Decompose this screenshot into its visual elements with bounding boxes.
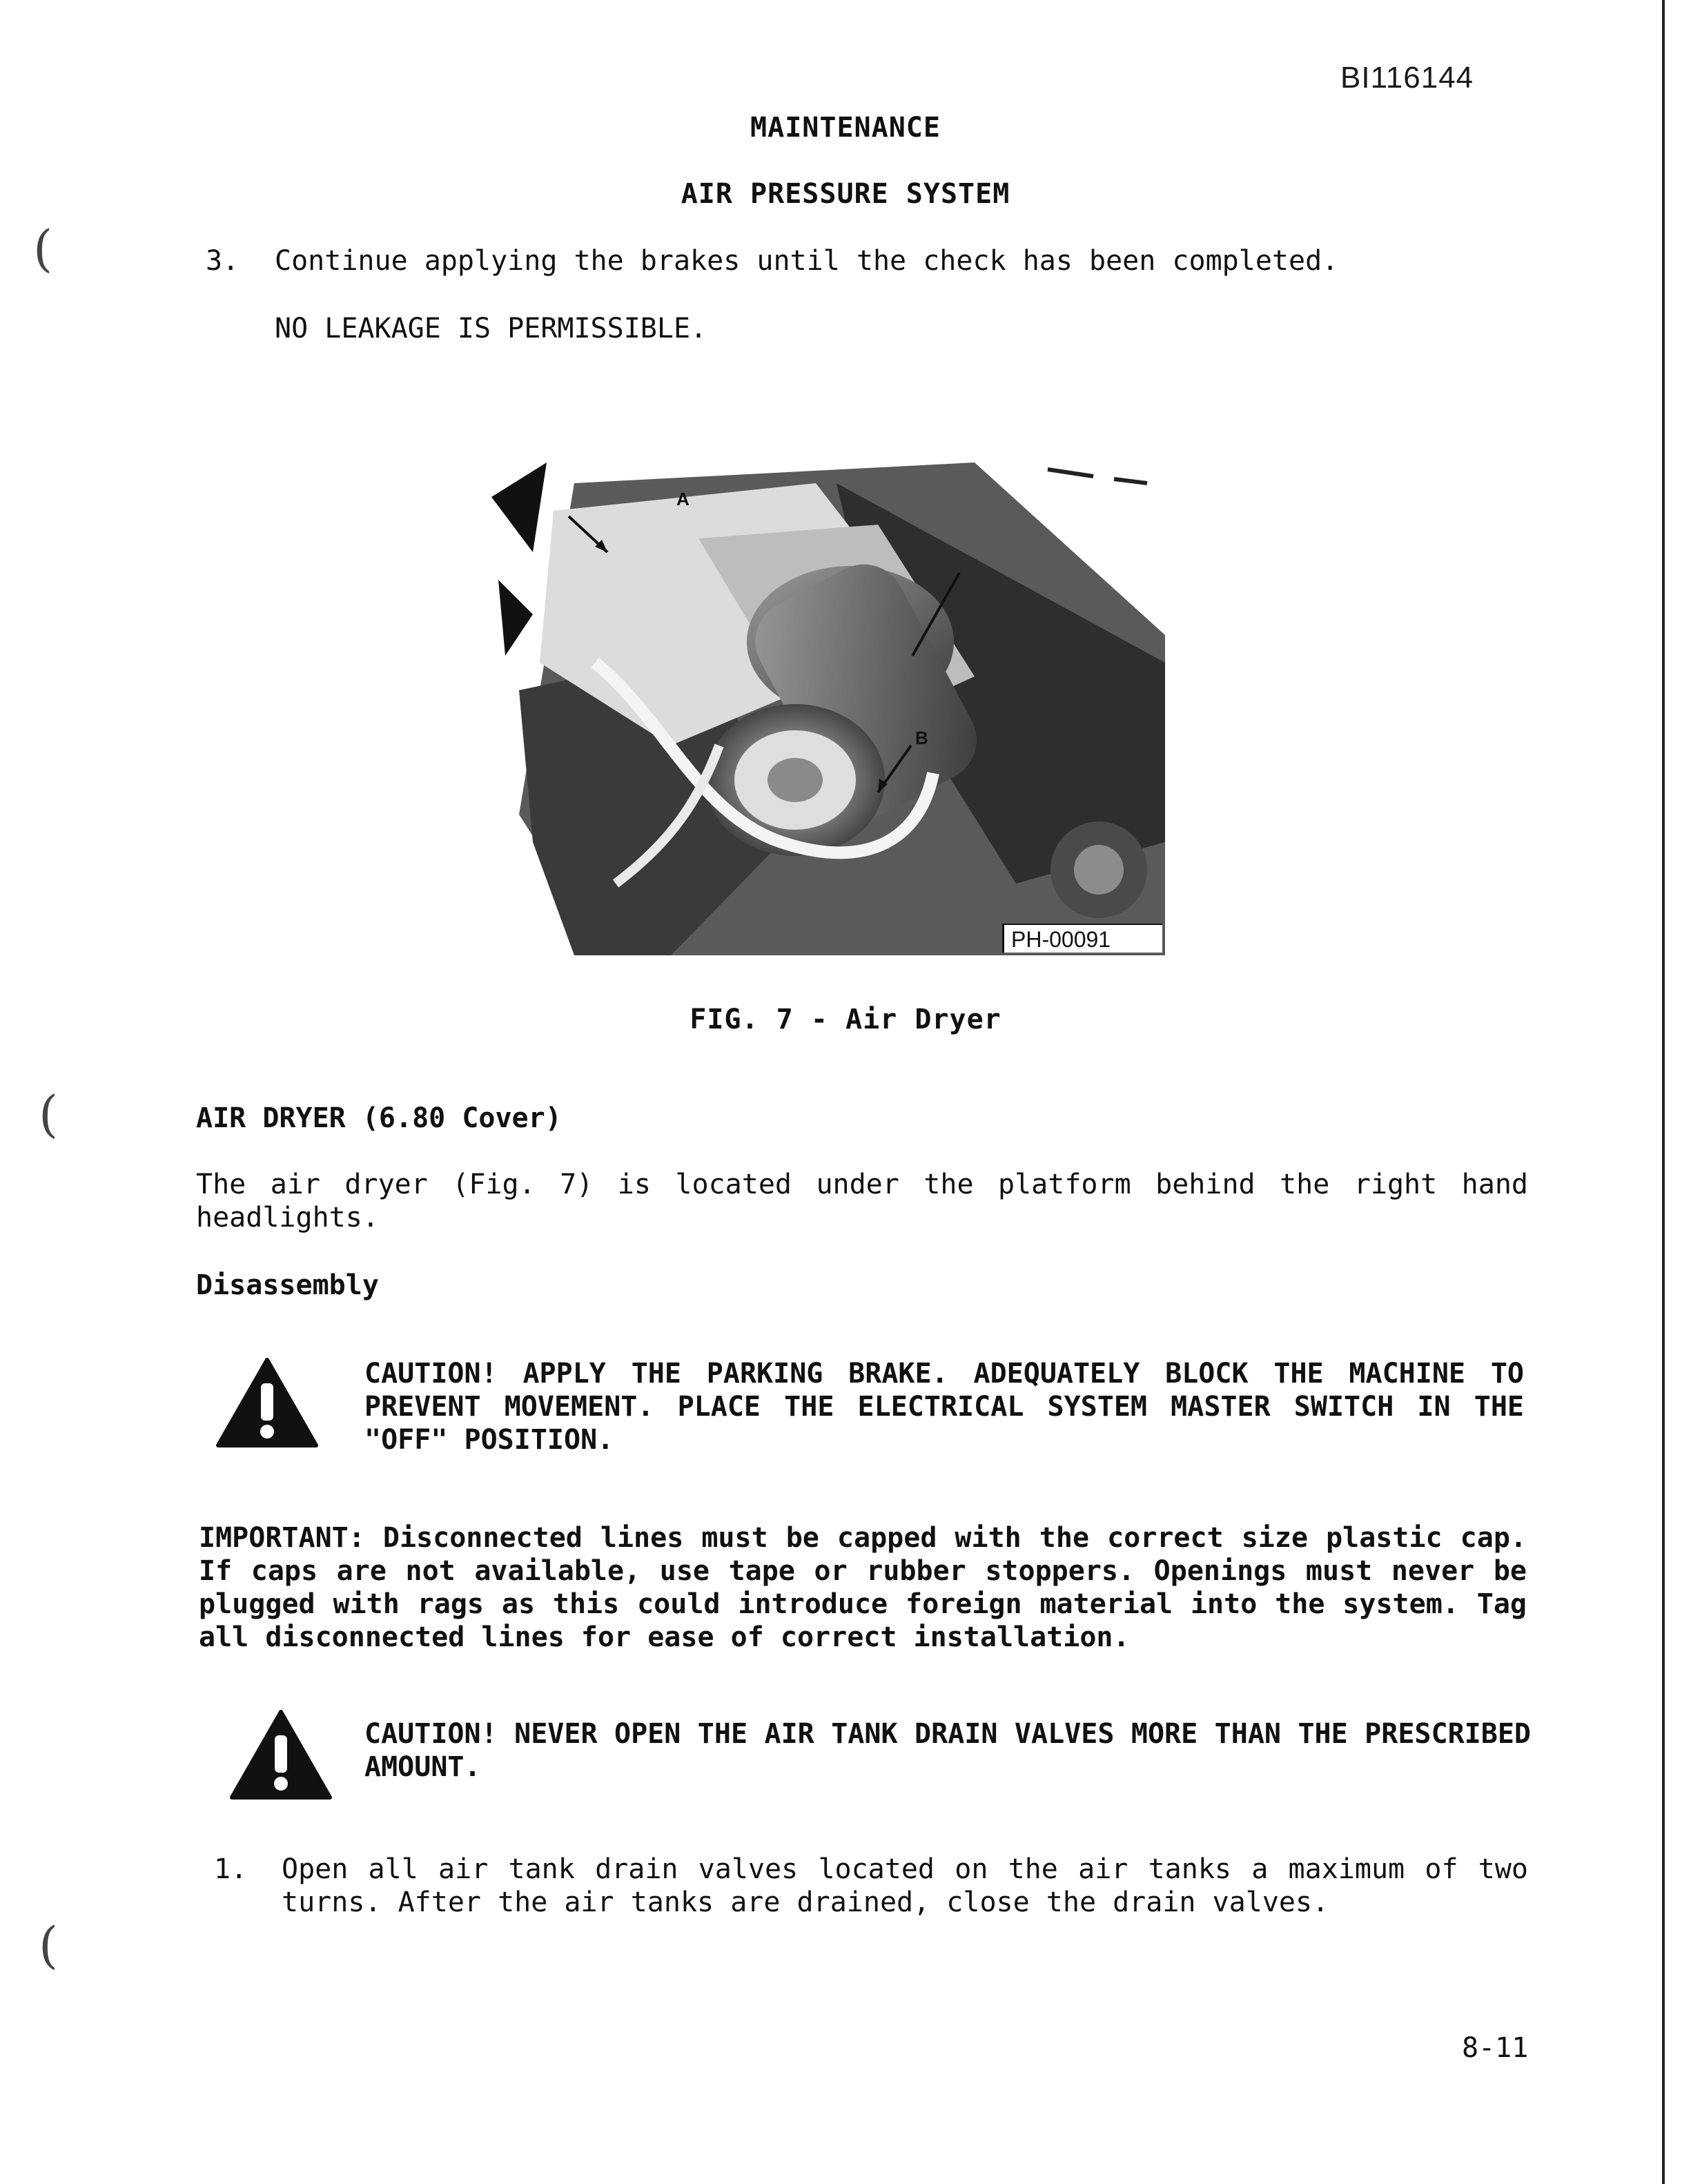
callout-a: A (676, 489, 690, 509)
section-paragraph: The air dryer (Fig. 7) is located under the platform behind the right hand headlights. (196, 1169, 1528, 1234)
binding-mark: ( (33, 220, 53, 277)
subsection-title: AIR PRESSURE SYSTEM (681, 178, 1010, 210)
binding-mark: ( (39, 1085, 59, 1143)
page-edge-rule (1662, 0, 1665, 2184)
section-title: MAINTENANCE (750, 112, 941, 144)
document-id: BI116144 (1340, 61, 1474, 95)
figure-caption: FIG. 7 - Air Dryer (690, 1004, 1001, 1035)
step-text: Open all air tank drain valves located on the air tanks a maximum of two turns. After the air tanks are drained, close the drain valves. (282, 1853, 1528, 1918)
air-dryer-photo-drawing (491, 456, 1165, 955)
step-number: 3. (206, 245, 240, 277)
important-label: IMPORTANT: (199, 1522, 365, 1554)
warning-triangle-icon (215, 1357, 319, 1450)
page-number: 8-11 (1462, 2032, 1529, 2064)
caution-text: CAUTION! NEVER OPEN THE AIR TANK DRAIN VALVES MORE THAN THE PRESCRIBED AMOUNT. (364, 1718, 1531, 1783)
photo-id-tag: PH-00091 (1002, 924, 1162, 953)
binding-mark: ( (39, 1916, 59, 1974)
step-number: 1. (214, 1853, 248, 1885)
warning-triangle-icon (229, 1709, 333, 1802)
subsection-heading: Disassembly (196, 1269, 379, 1301)
important-text: Disconnected lines must be capped with the correct size plastic cap. If caps are not available, use tape or rubber stoppers. Openings must never be plugged with rags as this could introduce foreign material into the system. Tag all disconnected lines for ease of correct installation. (199, 1522, 1527, 1653)
callout-b: B (915, 728, 928, 748)
important-note (199, 1521, 1527, 1654)
section-heading: AIR DRYER (6.80 Cover) (196, 1102, 562, 1134)
air-dryer-photo (491, 456, 1165, 955)
caution-text: CAUTION! APPLY THE PARKING BRAKE. ADEQUATELY BLOCK THE MACHINE TO PREVENT MOVEMENT. PLACE THE ELECTRICAL SYSTEM MASTER SWITCH IN THE "OFF" POSITION. (364, 1358, 1524, 1456)
step-text: Continue applying the brakes until the check has been completed. (275, 245, 1339, 277)
step-note: NO LEAKAGE IS PERMISSIBLE. (275, 313, 707, 344)
